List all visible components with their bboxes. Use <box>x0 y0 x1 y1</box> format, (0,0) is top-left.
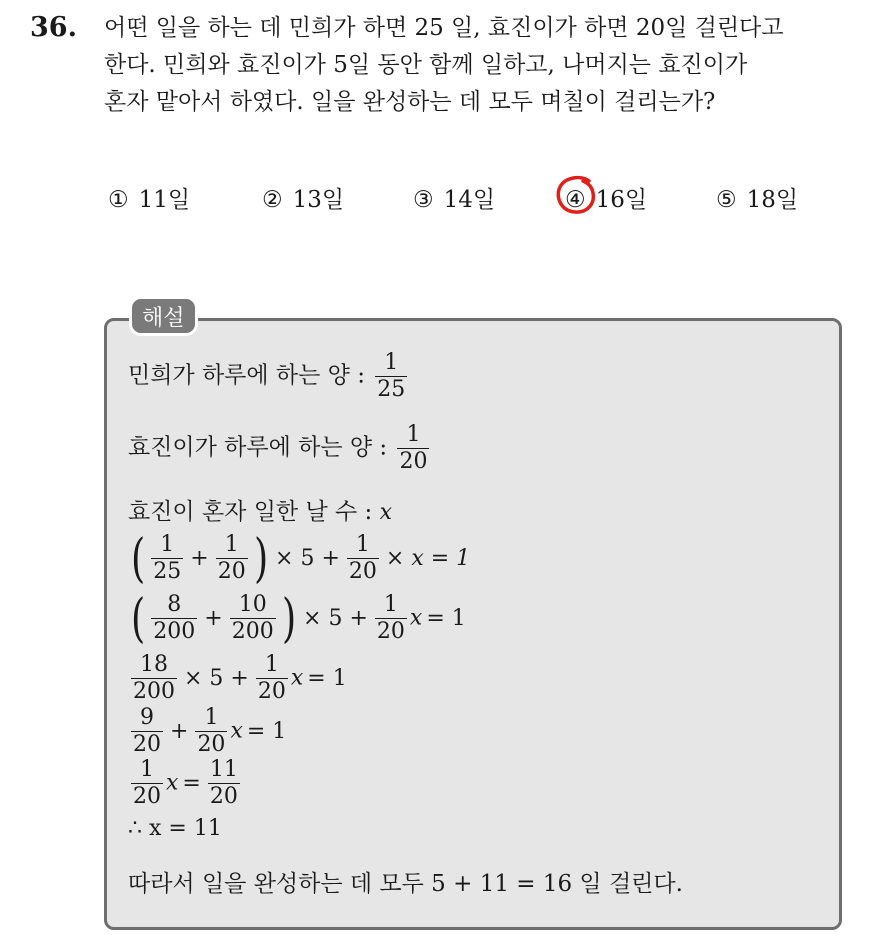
equation-1: ( $\frac{1}{25}$ + $\frac{1}{20}$ ) × 5 + $\frac{1}{20}$ × x = 1 <box>131 528 471 589</box>
equation-4: $\frac{9}{20}$ + $\frac{1}{20}$ x = 1 <box>133 705 287 757</box>
choice-2[interactable] <box>262 181 344 214</box>
choice-4-mark: ④ <box>565 187 586 213</box>
explanation-line-1 <box>128 350 410 403</box>
choice-1[interactable] <box>108 181 190 214</box>
explanation-line-3 <box>128 493 392 526</box>
explanation-line-2 <box>128 422 432 475</box>
fraction-1-20: $\frac{1}{20}$ <box>399 422 428 474</box>
answer-choices <box>0 175 884 215</box>
choice-3-label: 14일 <box>443 187 496 213</box>
line-1-text: 민희가 하루에 하는 양 : <box>128 362 373 389</box>
answer-circle-mark <box>555 175 597 215</box>
equation-5: $\frac{1}{20}$ x = $\frac{11}{20}$ <box>133 757 238 809</box>
question-line-2: 한다. 민희와 효진이가 5일 동안 함께 일하고, 나머지는 효진이가 <box>104 52 748 78</box>
line-3-text: 효진이 혼자 일한 날 수 : <box>128 499 380 525</box>
question-line-1: 어떤 일을 하는 데 민희가 하면 25 일, 효진이가 하면 20일 걸린다고 <box>104 15 784 41</box>
fraction-1-25: $\frac{1}{25}$ <box>377 350 406 402</box>
question-text <box>104 10 874 121</box>
question-number: 36. <box>30 12 77 43</box>
choice-2-label: 13일 <box>292 187 345 213</box>
choice-5-label: 18일 <box>746 187 799 213</box>
conclusion-text: 따라서 일을 완성하는 데 모두 5 + 11 = 16 일 걸린다. <box>128 871 683 897</box>
choice-3-mark: ③ <box>413 187 434 213</box>
choice-3[interactable] <box>413 181 495 214</box>
equation-3: $\frac{18}{200}$ × 5 + $\frac{1}{20}$ x = 1 <box>133 652 347 704</box>
explanation-tag: 해설 <box>129 296 198 336</box>
choice-5-mark: ⑤ <box>716 187 737 213</box>
choice-1-label: 11일 <box>138 187 191 213</box>
question-line-3: 혼자 맡아서 하였다. 일을 완성하는 데 모두 며칠이 걸리는가? <box>104 89 716 115</box>
choice-2-mark: ② <box>262 187 283 213</box>
choice-4-label: 16일 <box>595 187 648 213</box>
equation-therefore: ∴ x = 11 <box>128 816 222 841</box>
line-2-text: 효진이가 하루에 하는 양 : <box>128 434 395 461</box>
choice-5[interactable] <box>716 181 798 214</box>
variable-x: x <box>379 500 392 525</box>
choice-1-mark: ① <box>108 187 129 213</box>
equation-2: ( $\frac{8}{200}$ + $\frac{10}{200}$ ) × 5 + $\frac{1}{20}$ x = 1 <box>131 588 466 649</box>
